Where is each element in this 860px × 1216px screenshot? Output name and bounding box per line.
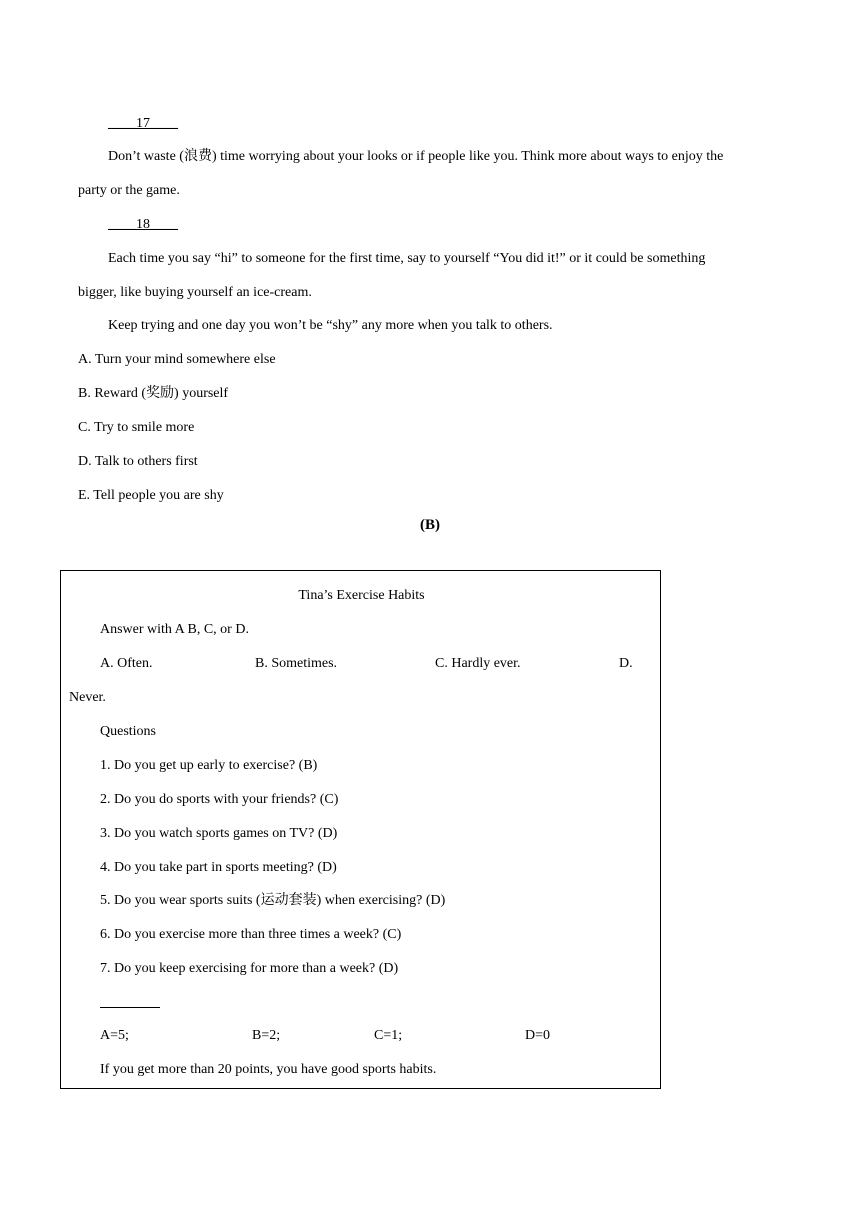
question-6: 6. Do you exercise more than three times a week? (C) [100, 927, 402, 942]
answer-blank-rule [100, 1007, 160, 1008]
choice-b: B. Sometimes. [255, 656, 338, 671]
paragraph-17-line-1: Don’t waste (浪费) time worrying about your looks or if people like you. Think more about ways to enjoy the [108, 149, 724, 164]
option-a: A. Turn your mind somewhere else [78, 352, 276, 367]
option-c: C. Try to smile more [78, 420, 195, 435]
score-c: C=1; [374, 1028, 403, 1043]
paragraph-18-line-2: bigger, like buying yourself an ice-cream. [78, 285, 312, 300]
paragraph-18-line-1: Each time you say “hi” to someone for the first time, say to yourself “You did it!” or it could be something [108, 251, 706, 266]
option-e: E. Tell people you are shy [78, 488, 224, 503]
question-2: 2. Do you do sports with your friends? (C) [100, 792, 339, 807]
quiz-instruction: Answer with A B, C, or D. [100, 622, 249, 637]
question-5: 5. Do you wear sports suits (运动套装) when exercising? (D) [100, 893, 446, 908]
question-4: 4. Do you take part in sports meeting? (D) [100, 860, 337, 875]
question-7: 7. Do you keep exercising for more than a week? (D) [100, 961, 399, 976]
choice-d-text: Never. [69, 690, 106, 705]
option-b: B. Reward (奖励) yourself [78, 386, 229, 401]
choice-c: C. Hardly ever. [435, 656, 521, 671]
choice-a: A. Often. [100, 656, 153, 671]
score-b: B=2; [252, 1028, 281, 1043]
score-a: A=5; [100, 1028, 129, 1043]
choice-d: D. [619, 656, 633, 671]
quiz-box [60, 570, 661, 1089]
score-d: D=0 [525, 1028, 551, 1043]
questions-label: Questions [100, 724, 156, 739]
quiz-title: Tina’s Exercise Habits [298, 588, 425, 603]
section-b-heading: (B) [420, 517, 440, 533]
blank-17: ____17____ [108, 116, 178, 131]
option-d: D. Talk to others first [78, 454, 198, 469]
closing-sentence: Keep trying and one day you won’t be “shy” any more when you talk to others. [108, 318, 553, 333]
question-1: 1. Do you get up early to exercise? (B) [100, 758, 318, 773]
blank-18: ____18____ [108, 217, 178, 232]
paragraph-17-line-2: party or the game. [78, 183, 180, 198]
question-3: 3. Do you watch sports games on TV? (D) [100, 826, 338, 841]
quiz-conclusion: If you get more than 20 points, you have good sports habits. [100, 1062, 437, 1077]
